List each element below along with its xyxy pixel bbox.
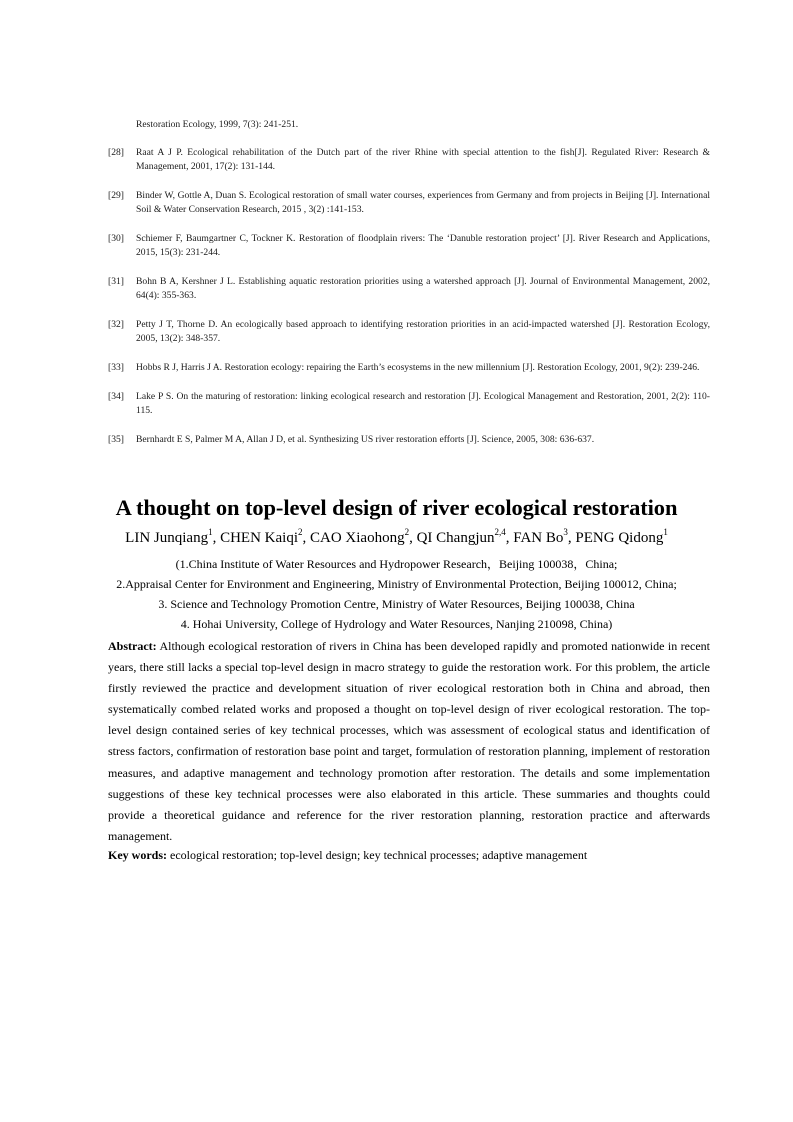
reference-item — [108, 361, 710, 375]
author-separator: , — [505, 530, 514, 546]
reference-number: [29] — [108, 190, 124, 201]
author-name: LIN Junqiang — [125, 530, 209, 546]
reference-text: Bernhardt E S, Palmer M A, Allan J D, et al. Synthesizing US river restoration efforts [J]. Science, 2005, 308: 636-637. — [136, 434, 595, 445]
author-affiliation-mark: 3 — [563, 527, 568, 537]
reference-text: Lake P S. On the maturing of restoration: linking ecological research and restoration [J]. Ecological Management and Restoration, 2001, 2(2): 110-115. — [136, 391, 710, 416]
abstract-label: Abstract: — [108, 639, 157, 653]
abstract-text: Although ecological restoration of rivers in China has been developed rapidly and promoted nationwide in recent years, there still lacks a special top-level design in macro strategy to guide the restoration work. For this problem, the article firstly reviewed the practice and development situation of river ecological restoration both in China and abroad, then systematically combed related works and proposed a thought on top-level design of river ecological restoration. The top-level design contained series of key technical processes, which was assessment of ecological status and identification of stress factors, confirmation of restoration base point and target, formulation of restoration planning, implement of restoration measures, and adaptive management and technology promotion after restoration. The details and some implementation suggestions of these key technical processes were also elaborated in this article. These summaries and thoughts could provide a theoretical guidance and reference for the river restoration planning, restoration practice and afterwards management. — [108, 639, 710, 843]
author-affiliation-mark: 2 — [404, 527, 410, 537]
author-name: CHEN Kaiqi — [220, 530, 298, 546]
reference-number: [34] — [108, 391, 124, 402]
reference-item — [108, 275, 710, 303]
reference-item — [108, 146, 710, 174]
abstract — [108, 636, 710, 847]
author-separator: , — [567, 530, 576, 546]
affiliation-line: 3. Science and Technology Promotion Centre, Ministry of Water Resources, Beijing 100038, China — [158, 597, 635, 611]
affiliation-line: 4. Hohai University, College of Hydrology and Water Resources, Nanjing 210098, China) — [180, 617, 613, 631]
keywords-text: ecological restoration; top-level design; key technical processes; adaptive management — [170, 848, 588, 862]
author-separator: , — [302, 530, 310, 546]
reference-text: Schiemer F, Baumgartner C, Tockner K. Restoration of floodplain rivers: The ‘Danuble restoration project’ [J]. River Research and Applications, 2015, 15(3): 231-244. — [136, 233, 710, 258]
reference-item — [108, 232, 710, 260]
reference-text: Raat A J P. Ecological rehabilitation of the Dutch part of the river Rhine with special attention to the fish[J]. Regulated River: Research & Management, 2001, 17(2): 131-144. — [136, 147, 710, 172]
author-list — [0, 527, 793, 547]
reference-text: Binder W, Gottle A, Duan S. Ecological restoration of small water courses, experiences from Germany and from projects in Beijing [J]. International Soil & Water Conservation Research, 2015 , 3(2) :141-153. — [136, 190, 710, 215]
reference-number: [33] — [108, 362, 124, 373]
reference-number: [31] — [108, 276, 124, 287]
author-affiliation-mark: 1 — [663, 527, 668, 537]
author-separator: , — [212, 530, 221, 546]
author-name: PENG Qidong — [575, 530, 664, 546]
keywords-label: Key words: — [108, 848, 167, 862]
reference-continuation: Restoration Ecology, 1999, 7(3): 241-251. — [136, 119, 299, 130]
author-affiliation-mark: 2,4 — [494, 527, 506, 537]
affiliation-line: (1.China Institute of Water Resources and Hydropower Research，Beijing 100038，China; — [175, 557, 618, 571]
reference-text: Petty J T, Thorne D. An ecologically based approach to identifying restoration priorities in an acid-impacted watershed [J]. Restoration Ecology, 2005, 13(2): 348-357. — [136, 319, 710, 344]
reference-number: [28] — [108, 147, 124, 158]
paper-title: A thought on top-level design of river ecological restoration — [115, 495, 678, 520]
affiliation-line: 2.Appraisal Center for Environment and Engineering, Ministry of Environmental Protection, Beijing 100012, China; — [116, 577, 677, 591]
reference-item — [108, 433, 710, 447]
reference-number: [30] — [108, 233, 124, 244]
keywords — [108, 845, 710, 865]
reference-list — [108, 118, 710, 462]
reference-text: Bohn B A, Kershner J L. Establishing aquatic restoration priorities using a watershed approach [J]. Journal of Environmental Management, 2002, 64(4): 355-363. — [136, 276, 710, 301]
reference-item — [108, 390, 710, 418]
author-name: FAN Bo — [513, 530, 564, 546]
author-separator: , — [409, 530, 417, 546]
reference-number: [35] — [108, 434, 124, 445]
reference-text: Hobbs R J, Harris J A. Restoration ecology: repairing the Earth’s ecosystems in the new millennium [J]. Restoration Ecology, 2001, 9(2): 239-246. — [136, 362, 700, 373]
author-name: CAO Xiaohong — [310, 530, 405, 546]
reference-item — [108, 189, 710, 217]
author-affiliation-mark: 2 — [298, 527, 303, 537]
author-affiliation-mark: 1 — [208, 527, 213, 537]
reference-number: [32] — [108, 319, 124, 330]
reference-item — [108, 318, 710, 346]
author-name: QI Changjun — [416, 530, 495, 546]
